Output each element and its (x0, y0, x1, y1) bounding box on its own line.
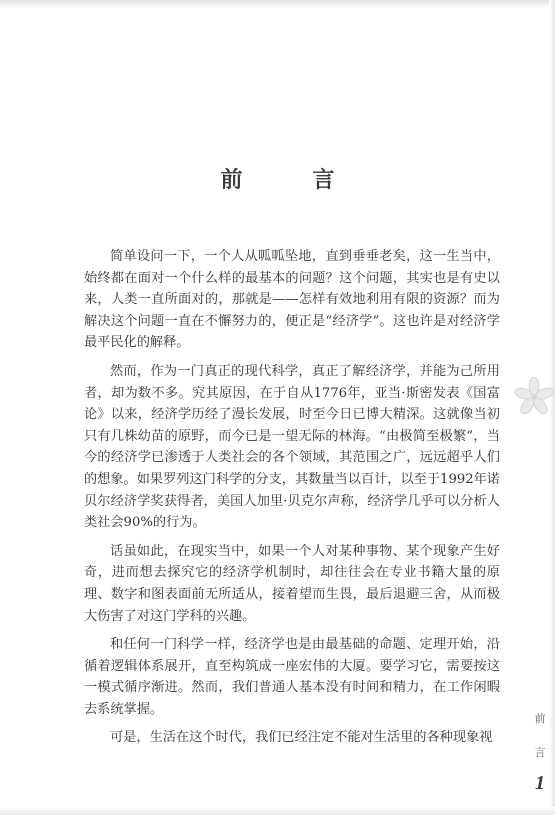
page-title: 前 言 (220, 167, 359, 193)
flower-icon (514, 377, 554, 417)
paragraph: 可是，生活在这个时代，我们已经注定不能对生活里的各种现象视 (110, 730, 493, 746)
body-text (84, 246, 500, 756)
paragraph: 然而，作为一门真正的现代科学，真正了解经济学，并能为己所用者，却为数不多。究其原因，在于自从1776年，亚当·斯密发表《国富论》以来，经济学历经了漫长发展，时至今日已博大精深。这就像当初只有几株幼苗的原野，而今已是一望无际的林海。“由极简至极繁”，当今的经济学已渗透于人类社会的各个领域，其范围之广，远远超乎人们的想象。如果罗列这门科学的分支，其数量当以百计，以至于1992年诺贝尔经济学奖获得者，美国人加里·贝克尔声称，经济学几乎可以分析人类社会90%的行为。 (84, 363, 500, 531)
page-top-edge (0, 0, 555, 8)
page-number: 1 (535, 772, 545, 794)
chapter-side-marker (532, 710, 548, 778)
side-marker-char: 言 (534, 746, 546, 759)
paragraph: 话虽如此，在现实当中，如果一个人对某种事物、某个现象产生好奇，进而想去探究它的经济学机制时，却往往会在专业书籍大量的原理、数字和图表面前无所适从，接着望而生畏，最后退避三舍，从而极大伤害了对这门学科的兴趣。 (84, 543, 500, 624)
page-bottom-edge (0, 807, 555, 815)
paragraph: 简单设问一下，一个人从呱呱坠地，直到垂垂老矣，这一生当中，始终都在面对一个什么样的最基本的问题？这个问题，其实也是有史以来，人类一直所面对的，那就是——怎样有效地利用有限的资源？而为解决这个问题一直在不懈努力的，便正是“经济学”。这也许是对经济学最平民化的解释。 (84, 249, 500, 351)
paragraph: 和任何一门科学一样，经济学也是由最基础的命题、定理开始，沿循着逻辑体系展开，直至构筑成一座宏伟的大厦。要学习它，需要按这一模式循序渐进。然而，我们普通人基本没有时间和精力，在工作闲暇去系统掌握。 (84, 637, 500, 717)
side-marker-char: 前 (534, 712, 546, 725)
